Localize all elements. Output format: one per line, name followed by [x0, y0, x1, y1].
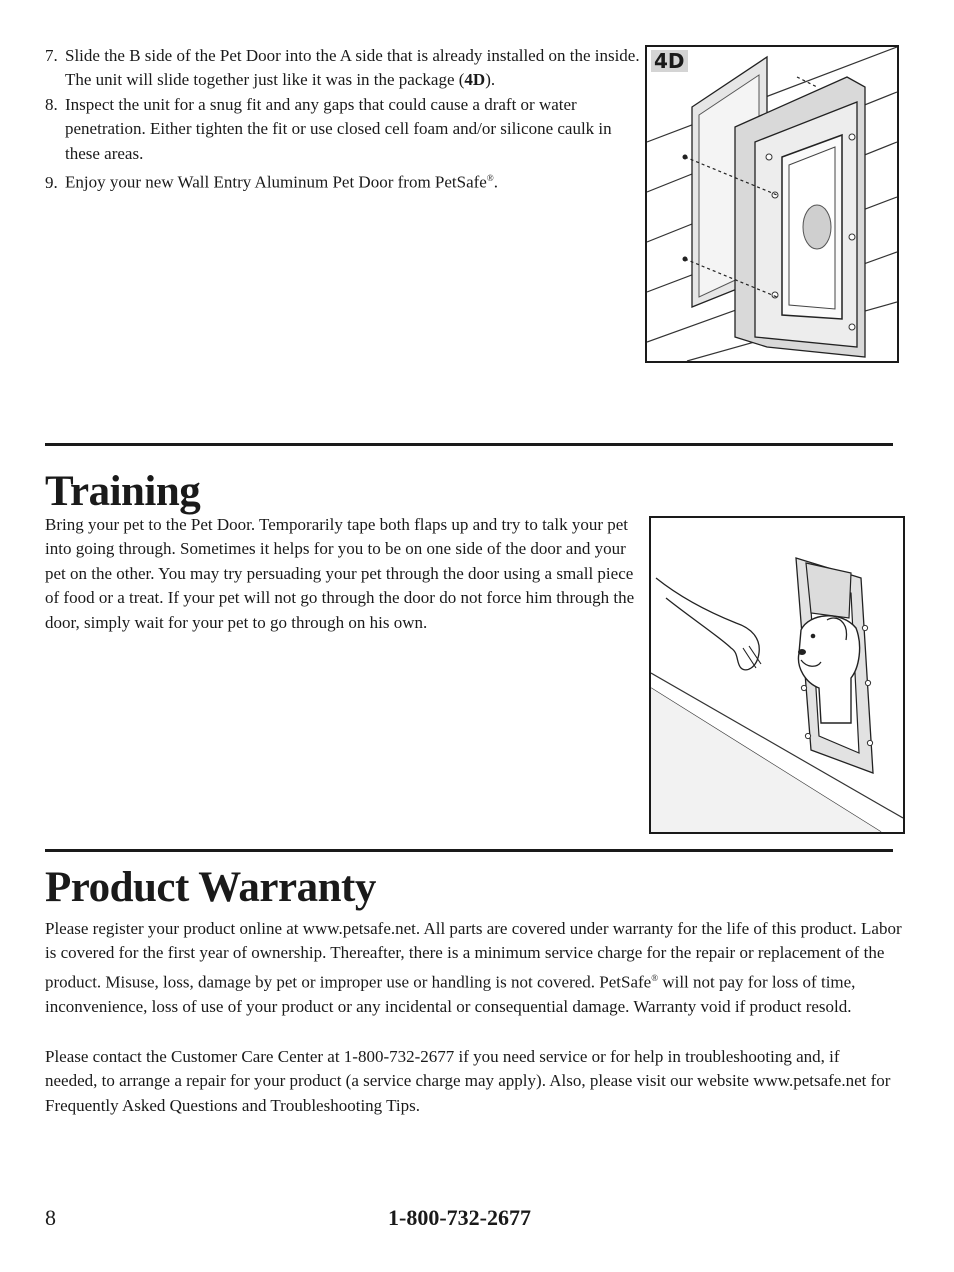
warranty-text: Please register your product online at www.petsafe.net. All parts are covered under warranty for the life of this product. Labor is covered for the first year of ownership. Thereafter, there is a minimum service charge for the repair or replacement of the product. Misuse, loss, damage by pet or improper use or handling is not covered. PetSafe: [45, 919, 902, 992]
figure-4d-illustration: [645, 45, 899, 363]
figure-label: 4D: [651, 50, 688, 72]
step-number: 7.: [45, 46, 58, 65]
step-number: 9.: [45, 172, 58, 192]
section-divider: [45, 443, 893, 446]
training-illustration: [649, 516, 905, 834]
pet-door-assembly-drawing: [647, 47, 897, 361]
section-divider: [45, 849, 893, 852]
footer-phone-number: 1-800-732-2677: [388, 1205, 531, 1230]
training-heading: Training: [45, 468, 201, 515]
install-steps-list: [45, 44, 645, 195]
registered-mark: ®: [486, 173, 494, 184]
warranty-heading: Product Warranty: [45, 864, 376, 911]
step-number: 8.: [45, 94, 58, 114]
step-text: Slide the B side of the Pet Door into the A side that is already installed on the inside. The unit will slide together just like it was in the package (: [65, 46, 640, 90]
warranty-paragraph-2: Please contact the Customer Care Center at 1-800-732-2677 if you need service or for help in troubleshooting and, if needed, to arrange a repair for your product (a service charge may apply). Also, please visit our website www.petsafe.net for Frequently Asked Questions and Troubleshooting Tips.: [45, 1047, 891, 1115]
step-item: [45, 93, 645, 166]
step-item: [45, 166, 645, 195]
page-number: 8: [45, 1205, 56, 1230]
warranty-text-end: will not pay for loss of time, inconvenience, loss of use of your product or any incidental or consequential damage. Warranty void if product resold.: [45, 972, 856, 1016]
step-text-end: ).: [485, 70, 496, 90]
step-item: [45, 44, 645, 93]
registered-mark: ®: [651, 972, 659, 983]
step-text: Enjoy your new Wall Entry Aluminum Pet Door from PetSafe: [65, 172, 487, 192]
warranty-paragraph-1: [45, 917, 911, 1019]
figure-reference: 4D: [464, 70, 486, 90]
step-text: Inspect the unit for a snug fit and any gaps that could cause a draft or water penetration. Either tighten the fit or use closed cell foam and/or silicone caulk in these areas.: [65, 94, 612, 163]
dog-through-pet-door-drawing: [651, 518, 903, 832]
step-text-end: .: [493, 172, 498, 192]
training-body: Bring your pet to the Pet Door. Temporarily tape both flaps up and try to talk your pet into going through. Sometimes it helps for you to be on one side of the door and your pet on the other. You may try persuading your pet through the door using a small piece of food or a treat. If your pet will not go through the door do not force him through the door, simply wait for your pet to go through on his own.: [45, 515, 635, 632]
